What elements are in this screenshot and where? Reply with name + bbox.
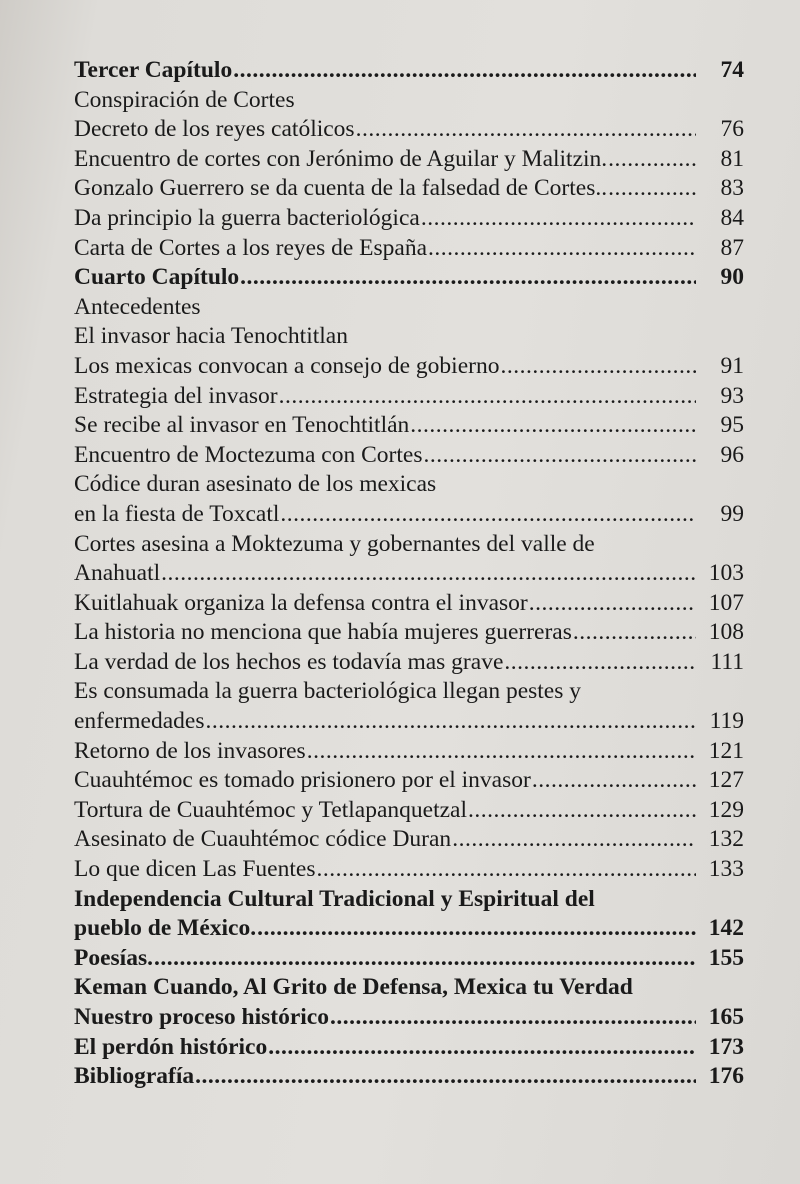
- toc-entry: [74, 234, 744, 264]
- toc-entry-title: enfermedades: [74, 708, 205, 735]
- toc-entry-page-number: 83: [720, 175, 744, 202]
- toc-entry-page-number: 103: [708, 560, 744, 587]
- toc-entry-page-number: 84: [720, 204, 744, 231]
- toc-entry-title: El perdón histórico: [74, 1033, 268, 1060]
- toc-entry-page-number: 76: [720, 116, 744, 143]
- toc-entry-page-number: 108: [708, 619, 744, 646]
- dot-leader: [356, 115, 696, 145]
- toc-entry-page-number: 155: [708, 944, 744, 971]
- dot-leader: [268, 1033, 696, 1063]
- toc-entry-page-number: 173: [708, 1033, 744, 1060]
- toc-entry-title: Carta de Cortes a los reyes de España: [74, 234, 428, 261]
- dot-leader: [154, 944, 696, 974]
- dot-leader: [500, 352, 696, 382]
- toc-entry: [74, 352, 744, 382]
- toc-entry-title: Cuauhtémoc es tomado prisionero por el invasor: [74, 767, 531, 794]
- toc-entry-title: Nuestro proceso histórico: [74, 1004, 329, 1030]
- toc-entry: [74, 737, 744, 767]
- toc-entry: [74, 1003, 744, 1033]
- toc-entry: [74, 559, 744, 589]
- toc-entry-page-number: 176: [708, 1063, 744, 1090]
- toc-entry-page-number: 121: [708, 737, 744, 764]
- toc-entry: [74, 973, 744, 1003]
- dot-leader: [240, 263, 696, 293]
- toc-entry: [74, 263, 744, 293]
- toc-entry: [74, 589, 744, 619]
- dot-leader: [608, 174, 696, 204]
- dot-leader: [608, 145, 696, 175]
- dot-leader: [573, 618, 696, 648]
- toc-entry-page-number: 129: [708, 796, 744, 823]
- dot-leader: [468, 796, 696, 826]
- toc-entry-title: Estrategia del invasor: [74, 382, 278, 409]
- toc-entry: [74, 885, 744, 915]
- toc-entry-title: Independencia Cultural Tradicional y Espiritual del: [74, 885, 595, 912]
- toc-entry-page-number: 96: [720, 441, 744, 468]
- toc-entry: [74, 470, 744, 500]
- toc-entry: [74, 1062, 744, 1092]
- toc-entry-page-number: 142: [708, 915, 744, 942]
- dot-leader: [195, 1062, 696, 1092]
- toc-entry: [74, 707, 744, 737]
- toc-entry: [74, 1033, 744, 1063]
- dot-leader: [529, 589, 696, 619]
- toc-entry-page-number: 93: [720, 382, 744, 409]
- toc-entry-page-number: 165: [708, 1004, 744, 1030]
- toc-entry-title: Da principio la guerra bacteriológica: [74, 204, 420, 231]
- toc-entry-title: en la fiesta de Toxcatl: [74, 500, 280, 527]
- toc-entry: [74, 500, 744, 530]
- dot-leader: [161, 559, 696, 589]
- toc-entry-page-number: 87: [720, 234, 744, 261]
- toc-entry-page-number: 90: [720, 264, 744, 291]
- toc-entry-title: Códice duran asesinato de los mexicas: [74, 471, 437, 498]
- table-of-contents: [74, 56, 744, 1092]
- toc-entry-page-number: 111: [710, 648, 744, 675]
- toc-entry-title: La historia no menciona que había mujeres guerreras: [74, 619, 572, 646]
- toc-entry: [74, 56, 744, 86]
- toc-entry-page-number: 127: [708, 767, 744, 794]
- toc-entry: [74, 441, 744, 471]
- toc-entry-title: Encuentro de Moctezuma con Cortes: [74, 441, 423, 468]
- dot-leader: [452, 825, 696, 855]
- dot-leader: [532, 766, 696, 796]
- toc-entry: [74, 796, 744, 826]
- toc-entry-page-number: 133: [708, 856, 744, 883]
- dot-leader: [410, 411, 696, 441]
- dot-leader: [205, 707, 696, 737]
- toc-entry-title: Se recibe al invasor en Tenochtitlán: [74, 412, 410, 439]
- toc-entry: [74, 855, 744, 885]
- toc-entry-title: Los mexicas convocan a consejo de gobierno: [74, 352, 500, 379]
- toc-entry-page-number: 119: [709, 708, 744, 735]
- toc-entry: [74, 382, 744, 412]
- toc-entry-title: pueblo de México.: [74, 915, 257, 942]
- dot-leader: [421, 204, 696, 234]
- toc-entry: [74, 204, 744, 234]
- toc-entry-title: Encuentro de cortes con Jerónimo de Aguilar y Malitzin.: [74, 145, 608, 172]
- toc-entry-title: Poesías.: [74, 944, 153, 971]
- toc-entry: [74, 648, 744, 678]
- toc-entry-title: Antecedentes: [74, 293, 201, 320]
- toc-entry-page-number: 95: [720, 412, 744, 439]
- toc-entry-page-number: 107: [708, 589, 744, 616]
- dot-leader: [279, 382, 696, 412]
- toc-entry-title: Gonzalo Guerrero se da cuenta de la falsedad de Cortes..: [74, 175, 608, 202]
- toc-entry: [74, 174, 744, 204]
- toc-entry-title: El invasor hacia Tenochtitlan: [74, 323, 348, 350]
- toc-entry: [74, 618, 744, 648]
- toc-entry-title: Anahuatl: [74, 560, 161, 587]
- toc-entry-page-number: 74: [720, 57, 744, 83]
- dot-leader: [257, 914, 696, 944]
- toc-entry: [74, 530, 744, 560]
- toc-entry-title: Asesinato de Cuauhtémoc códice Duran: [74, 826, 452, 853]
- toc-entry: [74, 944, 744, 974]
- toc-entry-title: Tercer Capítulo: [74, 57, 233, 83]
- toc-entry-title: Tortura de Cuauhtémoc y Tetlapanquetzal: [74, 796, 468, 823]
- toc-entry: [74, 766, 744, 796]
- dot-leader: [428, 234, 696, 264]
- toc-entry: [74, 825, 744, 855]
- toc-entry-title: Bibliografía: [74, 1063, 195, 1090]
- toc-entry: [74, 115, 744, 145]
- toc-entry-page-number: 132: [708, 826, 744, 853]
- toc-entry-title: Kuitlahuak organiza la defensa contra el invasor: [74, 589, 528, 616]
- dot-leader: [330, 1003, 696, 1033]
- toc-entry-page-number: 99: [720, 500, 744, 527]
- toc-entry-title: Cortes asesina a Moktezuma y gobernantes del valle de: [74, 530, 595, 557]
- toc-entry-title: Decreto de los reyes católicos: [74, 116, 355, 143]
- toc-entry-title: Lo que dicen Las Fuentes: [74, 856, 316, 883]
- toc-entry: [74, 914, 744, 944]
- dot-leader: [316, 855, 696, 885]
- dot-leader: [423, 441, 696, 471]
- toc-entry: [74, 145, 744, 175]
- dot-leader: [504, 648, 696, 678]
- toc-entry-page-number: 91: [720, 352, 744, 379]
- dot-leader: [280, 500, 696, 530]
- dot-leader: [233, 56, 696, 86]
- toc-entry: [74, 322, 744, 352]
- toc-entry: [74, 677, 744, 707]
- toc-entry-title: La verdad de los hechos es todavía mas grave: [74, 648, 504, 675]
- toc-entry: [74, 86, 744, 116]
- toc-entry-page-number: 81: [720, 145, 744, 172]
- toc-entry-title: Cuarto Capítulo: [74, 264, 240, 291]
- toc-entry-title: Conspiración de Cortes: [74, 86, 295, 113]
- toc-entry-title: Retorno de los invasores: [74, 737, 306, 764]
- toc-entry: [74, 411, 744, 441]
- toc-entry-title: Es consumada la guerra bacteriológica llegan pestes y: [74, 678, 582, 705]
- dot-leader: [307, 737, 696, 767]
- toc-entry-title: Keman Cuando, Al Grito de Defensa, Mexica tu Verdad: [74, 974, 633, 1001]
- toc-entry: [74, 293, 744, 323]
